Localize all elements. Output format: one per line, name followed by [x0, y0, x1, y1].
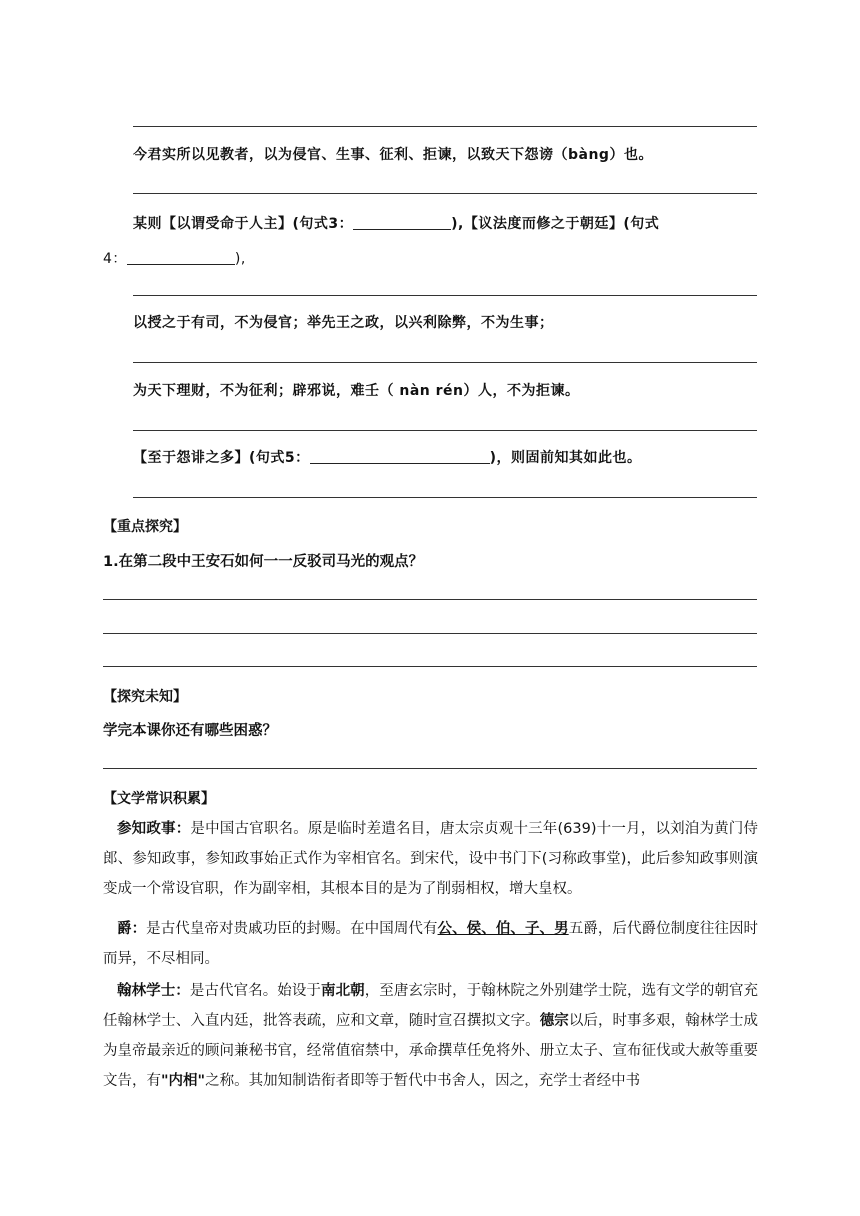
text-segment: ),【议法度而修之于朝廷】(句式 — [451, 216, 660, 232]
paragraph-text: 五爵，后代爵位制度往往因时而异，不尽相同。 — [103, 921, 759, 967]
answer-line[interactable] — [103, 666, 757, 667]
ruled-line — [133, 362, 757, 363]
unknown-exploration-heading: 【探究未知】 — [103, 689, 187, 705]
text-line-1: 今君实所以见教者，以为侵官、生事、征利、拒谏，以致天下怨谤（bàng）也。 — [133, 147, 653, 163]
text-segment: 某则【以谓受命于人主】(句式3： — [133, 216, 354, 232]
paragraph-hanlinxueshi — [103, 976, 758, 1096]
term: 翰林学士： — [117, 983, 190, 999]
term: 参知政事： — [117, 821, 191, 837]
text-segment: )，则固前知其如此也。 — [489, 450, 642, 466]
paragraph-text: 以后，时事多艰，翰林学士成为皇帝最亲近的顾问兼秘书官，经常值宿禁中，承命撰草任免将外、册立太子、宣布征伐或大赦等重要文告，有 — [103, 1013, 759, 1089]
text-segment: 4： — [103, 251, 127, 267]
literature-heading: 【文学常识积累】 — [103, 791, 215, 807]
paragraph-text: 是中国古官职名。原是临时差遣名目，唐太宗贞观十三年(639)十一月，以刘洎为黄门侍郎、参知政事，参知政事始正式作为宰相官名。到宋代，设中书门下(习称政事堂)，此后参知政事则演变成一个常设官职，作为副宰相，其根本目的是为了削弱相权，增大皇权。 — [103, 821, 758, 897]
ruled-line — [133, 497, 757, 498]
underlined-text: 公、侯、伯、子、男 — [437, 921, 569, 937]
ruled-line — [133, 430, 757, 431]
paragraph-text: ，至唐玄宗时，于翰林院之外别建学士院，选有文学的朝官充任翰林学士、入直内廷，批答表疏，应和文章，随时宣召撰拟文字。 — [103, 983, 759, 1029]
paragraph-text: 之称。其加知制诰衔者即等于暂代中书舍人，因之，充学士者经中书 — [205, 1073, 641, 1089]
paragraph-text: 是古代皇帝对贵戚功臣的封赐。在中国周代有 — [146, 921, 438, 937]
ruled-line — [133, 295, 757, 296]
text-segment: 【至于怨诽之多】(句式5： — [133, 450, 310, 466]
text-line-2b — [103, 248, 246, 268]
paragraph-text: 是古代官名。始设于 — [189, 983, 321, 999]
fill-blank-5[interactable] — [310, 449, 490, 464]
answer-line[interactable] — [103, 768, 757, 769]
bold-text: 南北朝 — [321, 983, 365, 999]
text-line-2 — [133, 213, 659, 233]
unknown-exploration-question: 学完本课你还有哪些困惑？ — [103, 723, 277, 739]
fill-blank-3[interactable] — [353, 215, 451, 230]
term: 爵： — [117, 921, 147, 937]
paragraph-jue — [103, 914, 758, 974]
ruled-line — [133, 193, 757, 194]
bold-text: 德宗 — [539, 1013, 569, 1029]
paragraph-canzhizhengshi — [103, 814, 758, 904]
text-line-4: 为天下理财，不为征利；辟邪说，难壬（ nàn rén）人，不为拒谏。 — [133, 383, 580, 399]
text-line-3: 以授之于有司，不为侵官；举先王之政，以兴利除弊，不为生事； — [133, 315, 554, 331]
fill-blank-4[interactable] — [127, 250, 235, 265]
ruled-line — [133, 126, 757, 127]
text-segment: ), — [234, 251, 246, 267]
answer-line[interactable] — [103, 633, 757, 634]
key-exploration-heading: 【重点探究】 — [103, 519, 187, 535]
text-line-5 — [133, 447, 642, 467]
key-exploration-question: 1.在第二段中王安石如何一一反驳司马光的观点？ — [103, 554, 424, 570]
answer-line[interactable] — [103, 599, 757, 600]
bold-text: "内相" — [161, 1073, 206, 1089]
